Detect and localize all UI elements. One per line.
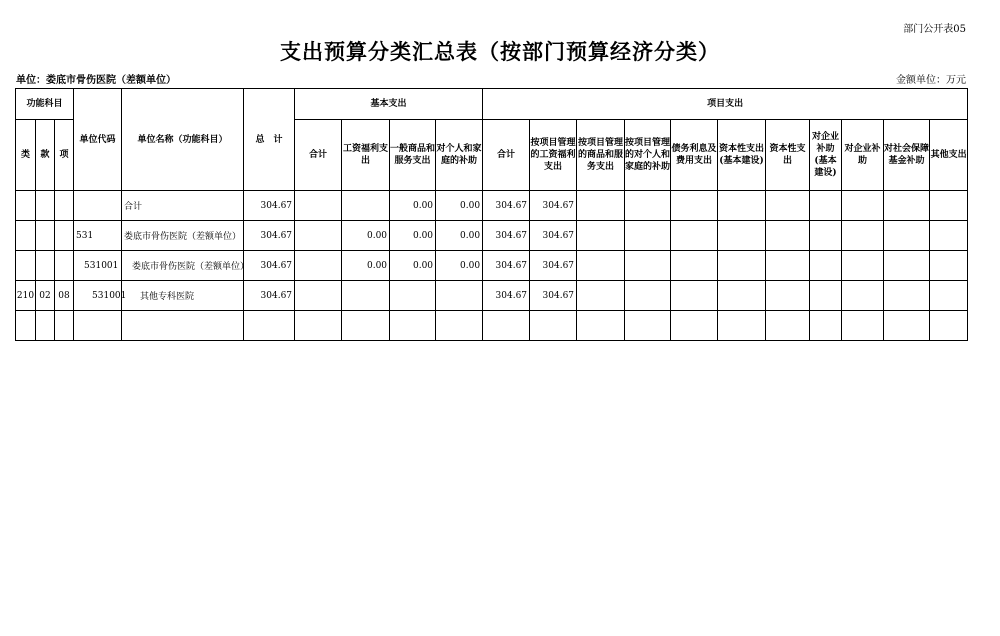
header-total: 总 计 bbox=[244, 89, 295, 191]
cell-xiang bbox=[55, 221, 74, 251]
cell-empty bbox=[718, 221, 766, 251]
cell-empty bbox=[436, 311, 483, 341]
cell-kuan bbox=[36, 221, 55, 251]
cell-project-wage: 304.67 bbox=[530, 251, 577, 281]
header-project-personal: 按项目管理的对个人和家庭的补助 bbox=[625, 120, 671, 191]
cell-empty bbox=[766, 251, 810, 281]
cell-empty bbox=[842, 251, 884, 281]
cell-basic-wage: 0.00 bbox=[342, 221, 390, 251]
header-basic-goods: 一般商品和服务支出 bbox=[390, 120, 436, 191]
cell-name: 其他专科医院 bbox=[122, 281, 244, 311]
cell-empty bbox=[342, 311, 390, 341]
header-project-enterprise-construction: 对企业补助(基本建设) bbox=[810, 120, 842, 191]
cell-empty bbox=[842, 311, 884, 341]
cell-empty bbox=[625, 281, 671, 311]
cell-project-wage: 304.67 bbox=[530, 281, 577, 311]
header-xiang: 项 bbox=[55, 120, 74, 191]
cell-empty bbox=[718, 311, 766, 341]
cell-empty bbox=[122, 311, 244, 341]
header-func-subject: 功能科目 bbox=[16, 89, 74, 120]
reporting-unit: 单位：娄底市骨伤医院（差额单位） bbox=[16, 75, 176, 86]
header-unit-code: 单位代码 bbox=[74, 89, 122, 191]
cell-basic-goods: 0.00 bbox=[390, 251, 436, 281]
cell-empty bbox=[884, 281, 930, 311]
cell-code: 531 bbox=[74, 221, 122, 251]
table-row-empty bbox=[16, 311, 968, 341]
cell-total: 304.67 bbox=[244, 221, 295, 251]
table-row bbox=[16, 251, 968, 281]
cell-empty bbox=[810, 311, 842, 341]
cell-total: 304.67 bbox=[244, 251, 295, 281]
cell-empty bbox=[577, 311, 625, 341]
page-title: 支出预算分类汇总表（按部门预算经济分类） bbox=[280, 39, 720, 64]
cell-empty bbox=[718, 281, 766, 311]
cell-lei: 210 bbox=[16, 281, 36, 311]
cell-basic-personal: 0.00 bbox=[436, 221, 483, 251]
cell-lei bbox=[16, 191, 36, 221]
cell-empty bbox=[718, 251, 766, 281]
header-unit-name: 单位名称（功能科目） bbox=[122, 89, 244, 191]
header-project-total: 合计 bbox=[483, 120, 530, 191]
cell-basic-wage bbox=[342, 281, 390, 311]
cell-empty bbox=[244, 311, 295, 341]
cell-empty bbox=[930, 251, 968, 281]
cell-empty bbox=[577, 281, 625, 311]
cell-empty bbox=[930, 221, 968, 251]
form-number: 部门公开表05 bbox=[903, 24, 966, 35]
cell-empty bbox=[884, 251, 930, 281]
cell-basic-personal bbox=[436, 281, 483, 311]
cell-lei bbox=[16, 251, 36, 281]
cell-empty bbox=[884, 191, 930, 221]
cell-basic-total bbox=[295, 221, 342, 251]
cell-code: 531001 bbox=[74, 251, 122, 281]
cell-total: 304.67 bbox=[244, 281, 295, 311]
cell-basic-wage: 0.00 bbox=[342, 251, 390, 281]
table-row bbox=[16, 221, 968, 251]
cell-basic-total bbox=[295, 281, 342, 311]
cell-basic-goods: 0.00 bbox=[390, 191, 436, 221]
cell-xiang: 08 bbox=[55, 281, 74, 311]
header-project-debt: 债务利息及费用支出 bbox=[671, 120, 718, 191]
cell-lei bbox=[16, 221, 36, 251]
header-project-wage: 按项目管理的工资福利支出 bbox=[530, 120, 577, 191]
cell-empty bbox=[766, 311, 810, 341]
cell-empty bbox=[671, 191, 718, 221]
cell-empty bbox=[625, 221, 671, 251]
cell-basic-personal: 0.00 bbox=[436, 191, 483, 221]
cell-project-total: 304.67 bbox=[483, 191, 530, 221]
cell-empty bbox=[625, 251, 671, 281]
cell-xiang bbox=[55, 191, 74, 221]
cell-kuan bbox=[36, 251, 55, 281]
header-basic-personal: 对个人和家庭的补助 bbox=[436, 120, 483, 191]
cell-empty bbox=[842, 191, 884, 221]
cell-empty bbox=[530, 311, 577, 341]
header-kuan: 款 bbox=[36, 120, 55, 191]
cell-name: 娄底市骨伤医院（差额单位） bbox=[122, 221, 244, 251]
cell-empty bbox=[577, 251, 625, 281]
cell-project-wage: 304.67 bbox=[530, 221, 577, 251]
cell-empty bbox=[766, 281, 810, 311]
header-project-other: 其他支出 bbox=[930, 120, 968, 191]
budget-table bbox=[15, 88, 968, 341]
cell-kuan bbox=[36, 191, 55, 221]
cell-empty bbox=[766, 221, 810, 251]
cell-empty bbox=[625, 191, 671, 221]
header-basic-wage: 工资福利支出 bbox=[342, 120, 390, 191]
cell-empty bbox=[295, 311, 342, 341]
header-project-social-security: 对社会保障基金补助 bbox=[884, 120, 930, 191]
cell-empty bbox=[930, 311, 968, 341]
cell-project-wage: 304.67 bbox=[530, 191, 577, 221]
header-lei: 类 bbox=[16, 120, 36, 191]
cell-empty bbox=[810, 191, 842, 221]
cell-empty bbox=[671, 251, 718, 281]
cell-empty bbox=[842, 281, 884, 311]
cell-empty bbox=[810, 251, 842, 281]
header-basic: 基本支出 bbox=[295, 89, 483, 120]
cell-empty bbox=[930, 281, 968, 311]
cell-empty bbox=[766, 191, 810, 221]
table-row bbox=[16, 191, 968, 221]
cell-empty bbox=[671, 281, 718, 311]
amount-unit: 金额单位：万元 bbox=[896, 75, 966, 86]
cell-code bbox=[74, 191, 122, 221]
cell-code: 531001 bbox=[74, 281, 122, 311]
cell-project-total: 304.67 bbox=[483, 251, 530, 281]
header-basic-total: 合计 bbox=[295, 120, 342, 191]
cell-empty bbox=[390, 311, 436, 341]
header-project-goods: 按项目管理的商品和服务支出 bbox=[577, 120, 625, 191]
cell-empty bbox=[483, 311, 530, 341]
cell-name: 娄底市骨伤医院（差额单位） bbox=[122, 251, 244, 281]
cell-empty bbox=[842, 221, 884, 251]
cell-project-total: 304.67 bbox=[483, 221, 530, 251]
cell-basic-wage bbox=[342, 191, 390, 221]
cell-empty bbox=[884, 221, 930, 251]
header-project-capital: 资本性支出 bbox=[766, 120, 810, 191]
cell-empty bbox=[74, 311, 122, 341]
cell-total: 304.67 bbox=[244, 191, 295, 221]
cell-empty bbox=[671, 221, 718, 251]
cell-empty bbox=[884, 311, 930, 341]
cell-empty bbox=[16, 311, 36, 341]
cell-basic-personal: 0.00 bbox=[436, 251, 483, 281]
header-project-capital-construction: 资本性支出(基本建设) bbox=[718, 120, 766, 191]
cell-kuan: 02 bbox=[36, 281, 55, 311]
cell-empty bbox=[810, 281, 842, 311]
cell-empty bbox=[625, 311, 671, 341]
cell-xiang bbox=[55, 251, 74, 281]
cell-basic-total bbox=[295, 251, 342, 281]
cell-name: 合计 bbox=[122, 191, 244, 221]
cell-empty bbox=[671, 311, 718, 341]
cell-basic-goods bbox=[390, 281, 436, 311]
cell-project-total: 304.67 bbox=[483, 281, 530, 311]
cell-empty bbox=[930, 191, 968, 221]
cell-empty bbox=[810, 221, 842, 251]
table-row bbox=[16, 281, 968, 311]
header-project: 项目支出 bbox=[483, 89, 968, 120]
cell-empty bbox=[718, 191, 766, 221]
cell-basic-total bbox=[295, 191, 342, 221]
cell-basic-goods: 0.00 bbox=[390, 221, 436, 251]
cell-empty bbox=[36, 311, 55, 341]
header-project-enterprise: 对企业补助 bbox=[842, 120, 884, 191]
cell-empty bbox=[55, 311, 74, 341]
cell-empty bbox=[577, 191, 625, 221]
cell-empty bbox=[577, 221, 625, 251]
